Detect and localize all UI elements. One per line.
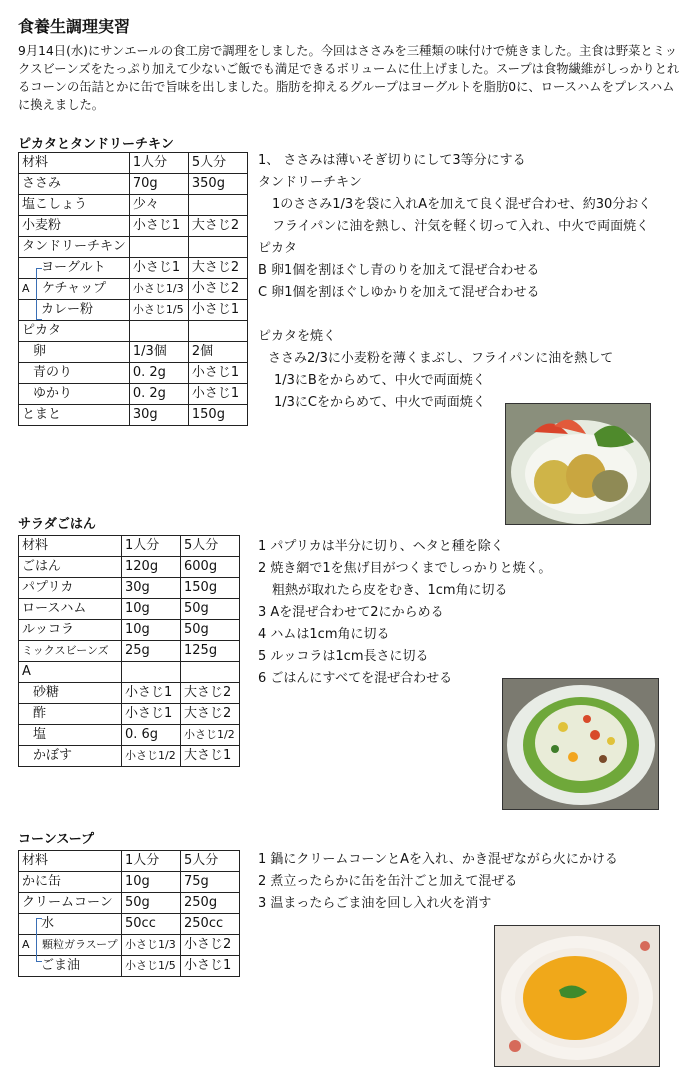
- step-line: 1/3にCをからめて、中火で両面焼く: [274, 395, 486, 410]
- cell: 小さじ1: [129, 258, 188, 279]
- food-photo-icon: [495, 926, 659, 1066]
- cell: [181, 662, 240, 683]
- cell: ゆかり: [19, 384, 130, 405]
- step-line: 3 温まったらごま油を回し入れ火を消す: [258, 896, 492, 911]
- cell: クリームコーン: [19, 893, 122, 914]
- table-row: [19, 683, 240, 704]
- step-line: フライパンに油を熱し、汁気を軽く切って入れ、中火で両面焼く: [272, 219, 650, 234]
- table-row: [19, 557, 240, 578]
- cell: 350g: [188, 174, 247, 195]
- cell: 2個: [188, 342, 247, 363]
- cell: [129, 237, 188, 258]
- header-cell: 材料: [19, 536, 122, 557]
- table-header-row: [19, 153, 248, 174]
- step-line: 2 煮立ったらかに缶を缶汁ごと加えて混ぜる: [258, 874, 518, 889]
- table-row: [19, 620, 240, 641]
- cell: 0. 6g: [122, 725, 181, 746]
- cell: 塩: [19, 725, 122, 746]
- photo-corn-soup: [494, 925, 660, 1067]
- step-line: [258, 304, 651, 326]
- cell: 酢: [19, 704, 122, 725]
- table-row: [19, 216, 248, 237]
- table-row: [19, 405, 248, 426]
- step-line: 2 焼き網で1を焦げ目がつくまでしっかりと焼く。: [258, 561, 552, 576]
- cell: 120g: [122, 557, 181, 578]
- header-cell: 5人分: [188, 153, 247, 174]
- cell: 50g: [181, 599, 240, 620]
- cell: 小さじ1/2: [181, 725, 240, 746]
- cell: 水: [19, 914, 122, 935]
- cell: とまと: [19, 405, 130, 426]
- cell: ごはん: [19, 557, 122, 578]
- group-label: A: [22, 938, 30, 951]
- cell: 小さじ1: [188, 384, 247, 405]
- ingredients-table-salad-rice: [18, 535, 240, 767]
- step-line: 1のささみ1/3を袋に入れAを加えて良く混ぜ合わせ、約30分おく: [272, 197, 652, 212]
- cell: 小さじ1: [188, 363, 247, 384]
- table-row: [19, 704, 240, 725]
- cell: タンドリーチキン: [19, 237, 130, 258]
- cell: 小さじ1: [122, 683, 181, 704]
- cell: ヨーグルト: [19, 258, 130, 279]
- table-row: [19, 258, 248, 279]
- cell: ルッコラ: [19, 620, 122, 641]
- cell: カレー粉: [19, 300, 130, 321]
- step-line: ささみ2/3に小麦粉を薄くまぶし、フライパンに油を熱して: [268, 351, 614, 366]
- photo-picata-chicken: [505, 403, 651, 525]
- cell: 250g: [181, 893, 240, 914]
- cell: 小さじ2: [188, 279, 247, 300]
- cell: 大さじ1: [181, 746, 240, 767]
- table-row: [19, 725, 240, 746]
- table-row: [19, 237, 248, 258]
- cell: 塩こしょう: [19, 195, 130, 216]
- header-cell: 材料: [19, 851, 122, 872]
- table-header-row: [19, 851, 240, 872]
- cell: 小さじ2: [181, 935, 240, 956]
- step-line: B 卵1個を割ほぐし青のりを加えて混ぜ合わせる: [258, 263, 540, 278]
- cell: 青のり: [19, 363, 130, 384]
- step-line: C 卵1個を割ほぐしゆかりを加えて混ぜ合わせる: [258, 285, 540, 300]
- group-label: A: [22, 282, 30, 295]
- cell: 50g: [122, 893, 181, 914]
- cell: [122, 662, 181, 683]
- cell: 小さじ1: [122, 704, 181, 725]
- table-row: [19, 363, 248, 384]
- step-line: 1 パプリカは半分に切り、ヘタと種を除く: [258, 539, 504, 554]
- ingredients-table-picata: [18, 152, 248, 426]
- cell: 1/3個: [129, 342, 188, 363]
- cell: [188, 237, 247, 258]
- table-row: [19, 914, 240, 935]
- cell: ささみ: [19, 174, 130, 195]
- header-cell: 1人分: [122, 851, 181, 872]
- photo-salad-rice: [502, 678, 659, 810]
- section-title-corn-soup: コーンスープ: [18, 832, 95, 847]
- cell: 小さじ1: [129, 216, 188, 237]
- cell: 75g: [181, 872, 240, 893]
- cell: かぼす: [19, 746, 122, 767]
- table-row: [19, 578, 240, 599]
- section-title-picata: ピカタとタンドリーチキン: [18, 137, 174, 152]
- table-row: [19, 342, 248, 363]
- cell: 25g: [122, 641, 181, 662]
- table-row: [19, 872, 240, 893]
- step-line: タンドリーチキン: [258, 175, 362, 190]
- cell: 大さじ2: [181, 683, 240, 704]
- section-title-salad-rice: サラダごはん: [18, 517, 96, 532]
- cell: 小さじ1/5: [129, 300, 188, 321]
- table-row: [19, 321, 248, 342]
- cell: 150g: [188, 405, 247, 426]
- table-row: [19, 384, 248, 405]
- header-cell: 材料: [19, 153, 130, 174]
- cell: 10g: [122, 872, 181, 893]
- cell: A: [19, 662, 122, 683]
- cell: 大さじ2: [188, 258, 247, 279]
- group-bracket: [36, 268, 42, 320]
- cell: 小麦粉: [19, 216, 130, 237]
- table-row: [19, 746, 240, 767]
- table-row: [19, 599, 240, 620]
- cell: 125g: [181, 641, 240, 662]
- step-line: 1、 ささみは薄いそぎ切りにして3等分にする: [258, 153, 526, 168]
- cell: ミックスビーンズ: [19, 641, 122, 662]
- cell: 30g: [122, 578, 181, 599]
- table-row: [19, 279, 248, 300]
- page-title: 食養生調理実習: [18, 17, 131, 36]
- cell: 50g: [181, 620, 240, 641]
- step-line: 5 ルッコラは1cm長さに切る: [258, 649, 429, 664]
- table-row: [19, 300, 248, 321]
- cell: 小さじ1/3: [129, 279, 188, 300]
- cell: 小さじ1/2: [122, 746, 181, 767]
- step-line: 1 鍋にクリームコーンとAを入れ、かき混ぜながら火にかける: [258, 852, 618, 867]
- steps-picata: [258, 150, 651, 414]
- cell: 10g: [122, 620, 181, 641]
- step-line: 3 Aを混ぜ合わせて2にからめる: [258, 605, 444, 620]
- cell: 150g: [181, 578, 240, 599]
- cell: 小さじ1/5: [122, 956, 181, 977]
- food-photo-icon: [503, 679, 658, 809]
- cell: 少々: [129, 195, 188, 216]
- table-row: [19, 935, 240, 956]
- step-line: 4 ハムは1cm角に切る: [258, 627, 390, 642]
- table-row: [19, 174, 248, 195]
- table-row: [19, 641, 240, 662]
- cell: 小さじ1: [181, 956, 240, 977]
- steps-salad-rice: [258, 536, 551, 690]
- cell: かに缶: [19, 872, 122, 893]
- ingredient-name: ケチャップ: [42, 281, 107, 296]
- cell: 小さじ1/3: [122, 935, 181, 956]
- step-line: 1/3にBをからめて、中火で両面焼く: [274, 373, 486, 388]
- cell: 10g: [122, 599, 181, 620]
- step-line: ピカタを焼く: [258, 329, 337, 344]
- cell: [19, 935, 122, 956]
- cell: ピカタ: [19, 321, 130, 342]
- cell: ごま油: [19, 956, 122, 977]
- food-photo-icon: [506, 404, 650, 524]
- header-cell: 1人分: [129, 153, 188, 174]
- cell: 小さじ1: [188, 300, 247, 321]
- cell: [188, 321, 247, 342]
- cell: [188, 195, 247, 216]
- cell: ロースハム: [19, 599, 122, 620]
- cell: 0. 2g: [129, 363, 188, 384]
- header-cell: 1人分: [122, 536, 181, 557]
- cell: 50cc: [122, 914, 181, 935]
- cell: 大さじ2: [181, 704, 240, 725]
- step-line: 粗熱が取れたら皮をむき、1cm角に切る: [272, 583, 508, 598]
- header-cell: 5人分: [181, 851, 240, 872]
- group-bracket: [36, 918, 42, 962]
- cell: 600g: [181, 557, 240, 578]
- cell: 砂糖: [19, 683, 122, 704]
- header-cell: 5人分: [181, 536, 240, 557]
- table-header-row: [19, 536, 240, 557]
- cell: 0. 2g: [129, 384, 188, 405]
- step-line: ピカタ: [258, 241, 298, 256]
- cell: 250cc: [181, 914, 240, 935]
- cell: 卵: [19, 342, 130, 363]
- table-row: [19, 195, 248, 216]
- cell: 大さじ2: [188, 216, 247, 237]
- cell: [129, 321, 188, 342]
- table-row: [19, 662, 240, 683]
- table-row: [19, 956, 240, 977]
- ingredient-name: 顆粒ガラスープ: [42, 938, 118, 951]
- cell: パプリカ: [19, 578, 122, 599]
- cell: 30g: [129, 405, 188, 426]
- intro-text: 9月14日(水)にサンエールの食工房で調理をしました。今回はささみを三種類の味付けで焼きました。主食は野菜とミックスビーンズをたっぷり加えて少ないご飯でも満足できるボリュームに仕上げました。スープは食物繊維がしっかりとれるコーンの缶詰とかに缶で旨味を出しました。脂肪を抑えるグループはヨーグルトを脂肪0に、ロースハムをプレスハムに換えました。: [18, 44, 680, 112]
- steps-corn-soup: [258, 849, 618, 915]
- step-line: 6 ごはんにすべてを混ぜ合わせる: [258, 671, 453, 686]
- ingredients-table-corn-soup: [18, 850, 240, 977]
- table-row: [19, 893, 240, 914]
- cell: 70g: [129, 174, 188, 195]
